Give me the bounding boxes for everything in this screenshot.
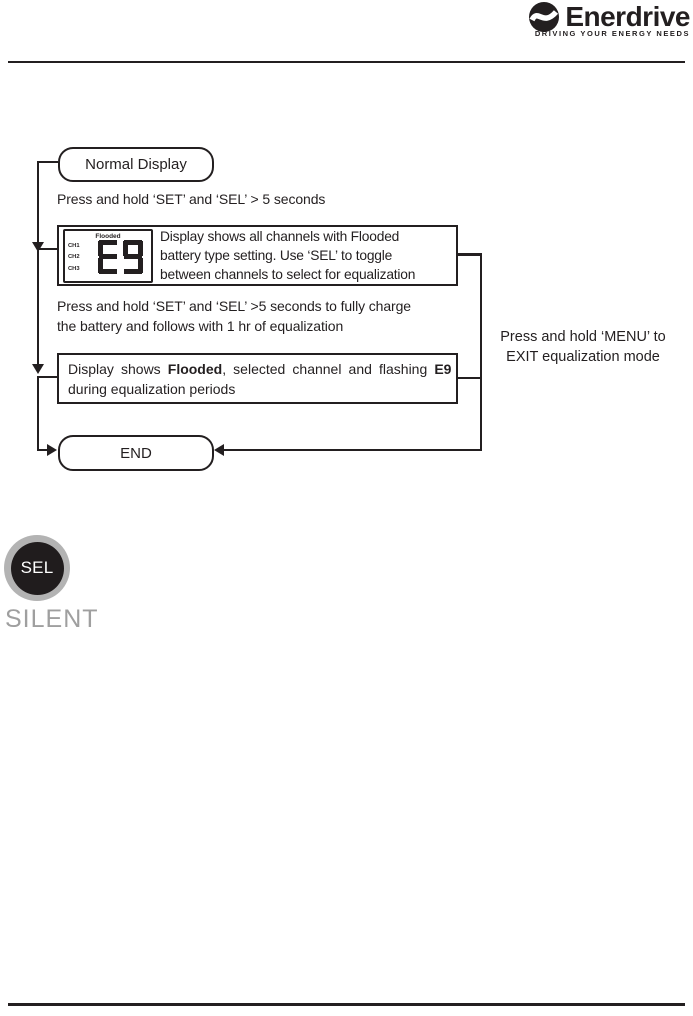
arrow-left-icon bbox=[214, 444, 224, 456]
flow-step2-label bbox=[57, 297, 411, 336]
brand-tagline: DRIVING YOUR ENERGY NEEDS bbox=[534, 29, 690, 38]
flow-node-end bbox=[58, 435, 214, 471]
sel-button-face bbox=[11, 542, 64, 595]
silent-caption: SILENT bbox=[5, 605, 99, 633]
flow-line bbox=[457, 377, 482, 379]
sel-button-label: SEL bbox=[20, 558, 54, 577]
box1-line-2: battery type setting. Use ‘SEL’ to toggle bbox=[160, 248, 393, 263]
box2-flooded-bold: Flooded bbox=[167, 361, 223, 377]
lcd-battery-type-label: Flooded bbox=[95, 232, 121, 240]
flow-line bbox=[37, 376, 57, 378]
arrow-down-icon bbox=[32, 364, 44, 374]
enerdrive-swoosh-icon bbox=[529, 2, 559, 32]
box1-line-1: Display shows all channels with Flooded bbox=[160, 229, 400, 244]
lcd-channel-1: CH1 bbox=[68, 242, 80, 249]
flow-line bbox=[37, 376, 39, 451]
normal-display-label: Normal Display bbox=[85, 156, 187, 173]
flow-node-normal-display bbox=[58, 147, 214, 182]
flow-line bbox=[37, 161, 39, 242]
sel-button bbox=[4, 535, 70, 601]
box2-pre: Display shows bbox=[68, 361, 168, 377]
menu-note-line-1: Press and hold ‘MENU’ to bbox=[500, 329, 666, 345]
lcd-seven-segment-digit bbox=[98, 240, 118, 274]
box1-line-3: between channels to select for equalization bbox=[160, 267, 416, 282]
header-rule bbox=[8, 61, 685, 63]
box2-mid: , selected channel and flashing bbox=[222, 361, 435, 377]
lcd-seven-segment-digit bbox=[123, 240, 143, 274]
lcd-channel-3: CH3 bbox=[68, 265, 80, 272]
lcd-code bbox=[98, 240, 143, 274]
end-label: END bbox=[120, 444, 152, 462]
flow-line bbox=[37, 161, 58, 163]
box2-line-1 bbox=[68, 359, 452, 379]
lcd-display bbox=[63, 229, 153, 283]
flow-line bbox=[458, 253, 482, 256]
box2-line-2: during equalization periods bbox=[68, 381, 236, 397]
arrow-right-icon bbox=[47, 444, 57, 456]
flow-node-display-flooded bbox=[57, 225, 458, 286]
menu-exit-note bbox=[488, 327, 678, 367]
lcd-channel-2: CH2 bbox=[68, 254, 80, 260]
brand-name: Enerdrive bbox=[565, 1, 690, 32]
box1-description bbox=[153, 227, 415, 284]
flow-line bbox=[37, 248, 57, 250]
flow-line bbox=[480, 253, 482, 451]
menu-note-line-2: EXIT equalization mode bbox=[506, 349, 660, 365]
step2-line-1: Press and hold ‘SET’ and ‘SEL’ >5 seconds to fully charge bbox=[57, 298, 411, 314]
flow-line bbox=[224, 449, 482, 451]
box2-e9-bold: E9 bbox=[434, 361, 452, 377]
enerdrive-logo bbox=[529, 2, 690, 38]
flow-node-equalization-display bbox=[57, 353, 458, 404]
step2-line-2: the battery and follows with 1 hr of equalization bbox=[57, 317, 344, 334]
flow-step1-label: Press and hold ‘SET’ and ‘SEL’ > 5 seconds bbox=[57, 191, 326, 207]
footer-rule bbox=[8, 1003, 685, 1006]
flow-line bbox=[37, 248, 39, 364]
lcd-channel-labels bbox=[68, 243, 80, 272]
